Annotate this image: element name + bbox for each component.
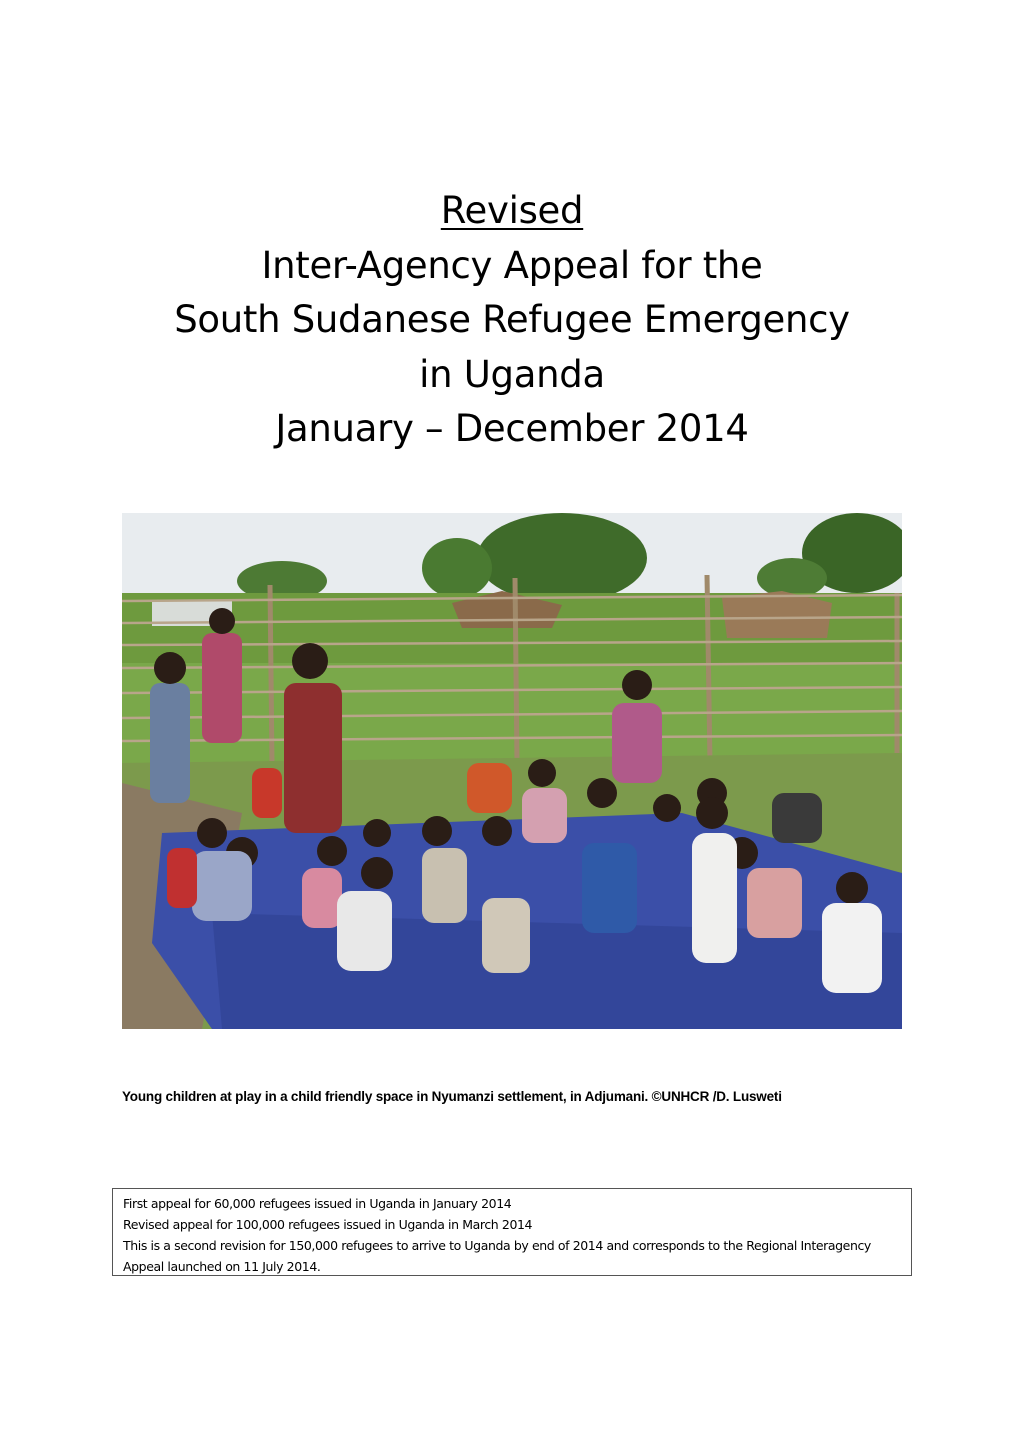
revised-heading: Revised [440, 189, 584, 232]
photo-caption: Young children at play in a child friendly space in Nyumanzi settlement, in Adjumani. ©UNHCR /D. Lusweti [122, 1089, 782, 1104]
cover-title [0, 184, 1024, 457]
note-second-revision: This is a second revision for 150,000 refugees to arrive to Uganda by end of 2014 and corresponds to the Regional Interagency Appeal launched on 11 July 2014. [123, 1238, 871, 1274]
title-line-1: Inter-Agency Appeal for the [261, 243, 763, 287]
note-revised-appeal: Revised appeal for 100,000 refugees issued in Uganda in March 2014 [123, 1217, 533, 1232]
note-first-appeal: First appeal for 60,000 refugees issued in Uganda in January 2014 [123, 1196, 512, 1211]
title-line-3: in Uganda [419, 352, 605, 396]
title-line-4: January – December 2014 [275, 407, 749, 450]
appeal-history-box [112, 1188, 912, 1276]
title-line-2: South Sudanese Refugee Emergency [174, 298, 850, 341]
cover-photo [122, 513, 902, 1029]
